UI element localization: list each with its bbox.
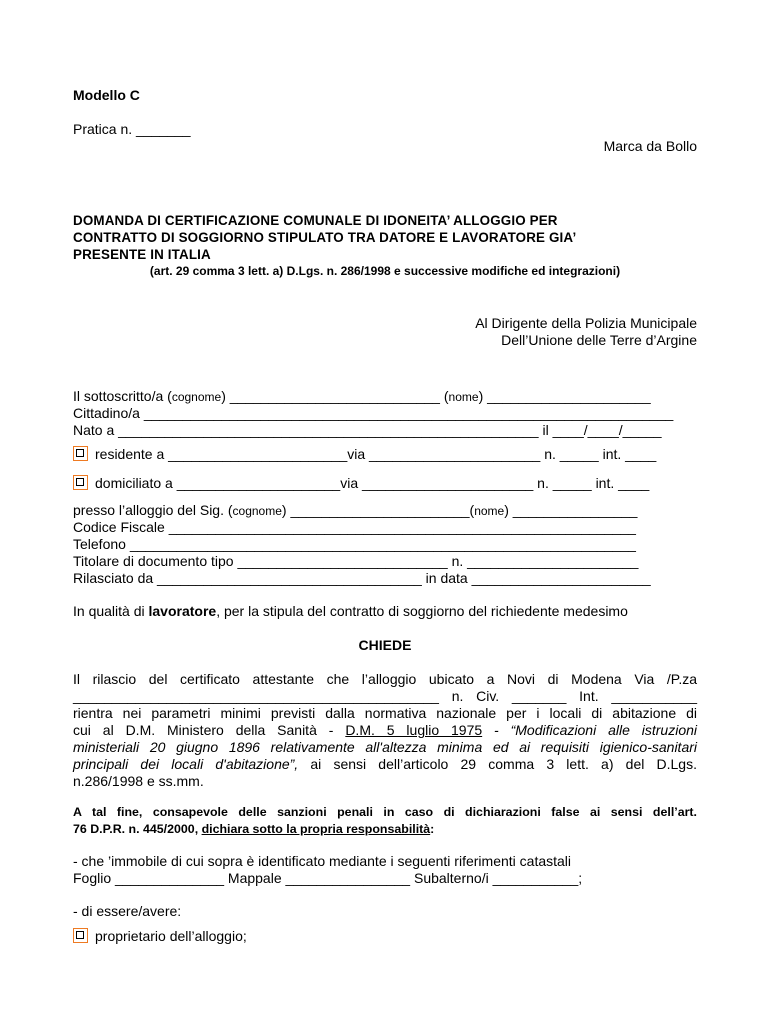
residente-checkbox[interactable] xyxy=(73,446,88,461)
proprietario-label: proprietario dell’alloggio; xyxy=(95,928,247,944)
marca-da-bollo: Marca da Bollo xyxy=(603,138,697,154)
nato-field: Nato a ______________________________________________________ il ____/____/_____ xyxy=(73,422,662,438)
proprietario-row xyxy=(73,928,247,945)
codice-fiscale-field: Codice Fiscale ____________________________________________________________ xyxy=(73,519,636,535)
residente-field: residente a _______________________via ______________________ n. _____ int. ____ xyxy=(95,446,657,462)
rilasciato-field: Rilasciato da __________________________________ in data _______________________ xyxy=(73,570,651,586)
nome-hint: nome xyxy=(448,390,479,404)
cittadino-field: Cittadino/a ____________________________________________________________________ xyxy=(73,405,674,421)
titolare-field: Titolare di documento tipo ___________________________ n. ______________________ xyxy=(73,553,639,569)
declaration-paragraph: A tal fine, consapevole delle sanzioni penali in caso di dichiarazioni false ai sensi dell’art. 76 D.P.R. n. 445/2000, dichiara sotto la propria responsabilità: xyxy=(73,805,697,836)
recipient-line-2: Dell’Unione delle Terre d’Argine xyxy=(501,332,697,348)
title-line-1: DOMANDA DI CERTIFICAZIONE COMUNALE DI IDONEITA’ ALLOGGIO PER xyxy=(73,213,558,228)
sottoscritto-field: Il sottoscritto/a (cognome) ___________________________ (nome) _____________________ xyxy=(73,388,651,404)
essere-label: - di essere/avere: xyxy=(73,903,182,919)
chiede-heading: CHIEDE xyxy=(358,637,412,653)
nome-hint: nome xyxy=(474,504,505,518)
cognome-hint: cognome xyxy=(232,504,282,518)
title-line-3: PRESENTE IN ITALIA xyxy=(73,247,211,262)
catastali-field: Foglio ______________ Mappale ________________ Subalterno/i ___________; xyxy=(73,870,583,886)
title-line-2: CONTRATTO DI SOGGIORNO STIPULATO TRA DATORE E LAVORATORE GIA’ xyxy=(73,230,577,245)
domiciliato-checkbox[interactable] xyxy=(73,475,88,490)
telefono-field: Telefono _________________________________________________________________ xyxy=(73,536,636,552)
request-paragraph: Il rilascio del certificato attestante che l’alloggio ubicato a Novi di Modena Via /P.za _______________________________________________ n. Civ. _______ Int. ___________ rientra nei parametri minimi previsti dalla normativa nazionale per i locali di abitazione di cui al D.M. Ministero della Sanità - D.M. 5 luglio 1975 - “Modificazioni alle istruzioni ministeriali 20 giugno 1896 relativamente all'altezza minima ed ai requisiti igienico-sanitari principali dei locali d'abitazione”, ai sensi dell’articolo 29 comma 3 lett. a) del D.Lgs. n.286/1998 e ss.mm. xyxy=(73,671,697,789)
residente-row xyxy=(73,446,656,463)
proprietario-checkbox[interactable] xyxy=(73,928,88,943)
cognome-hint: cognome xyxy=(171,390,222,404)
pratica-field: Pratica n. _______ xyxy=(73,121,191,137)
domiciliato-field: domiciliato a _____________________via ______________________ n. _____ int. ____ xyxy=(95,475,650,491)
immobile-line: - che ’immobile di cui sopra è identificato mediante i seguenti riferimenti catastali xyxy=(73,853,572,869)
modello-label: Modello C xyxy=(73,87,140,103)
presso-field: presso l’alloggio del Sig. (cognome) _______________________(nome) ________________ xyxy=(73,502,638,518)
recipient-line-1: Al Dirigente della Polizia Municipale xyxy=(475,315,697,331)
title-subtitle: (art. 29 comma 3 lett. a) D.Lgs. n. 286/1998 e successive modifiche ed integrazioni) xyxy=(149,264,621,278)
qualita-statement: In qualità di lavoratore, per la stipula del contratto di soggiorno del richiedente medesimo xyxy=(73,603,628,619)
domiciliato-row xyxy=(73,475,649,492)
